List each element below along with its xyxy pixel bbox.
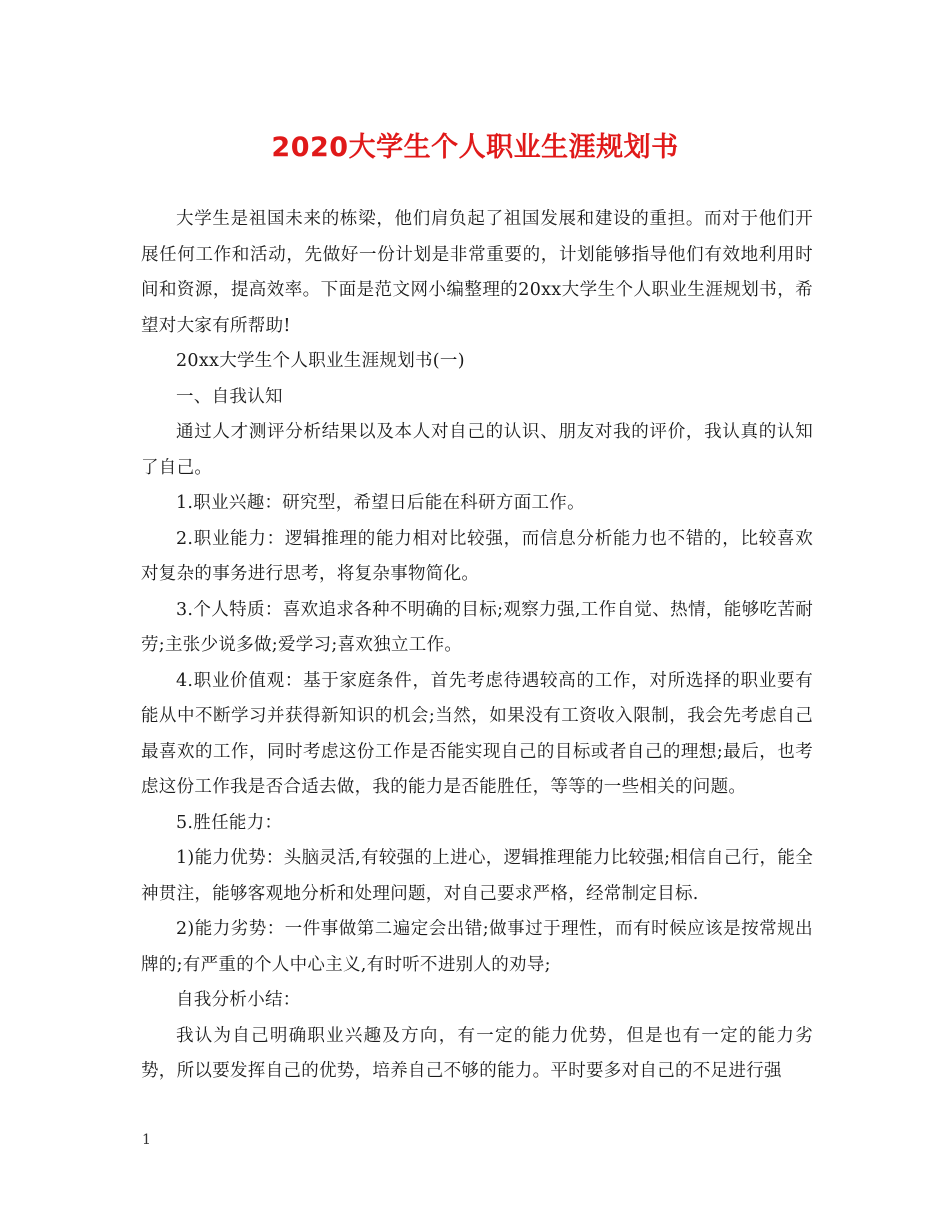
paragraph-intro: 大学生是祖国未来的栋梁，他们肩负起了祖国发展和建设的重担。而对于他们开展任何工作和活动，先做好一份计划是非常重要的，计划能够指导他们有效地利用时间和资源，提高效率。下面是范文网小编整理的20xx大学生个人职业生涯规划书，希望对大家有所帮助! [141, 209, 813, 336]
summary-heading: 自我分析小结： [176, 990, 301, 1010]
list-item: 5.胜任能力： [176, 812, 283, 833]
page-number: 1 [142, 1132, 151, 1148]
list-item: 2.职业能力：逻辑推理的能力相对比较强，而信息分析能力也不错的，比较喜欢对复杂的事务进行思考，将复杂事物简化。 [141, 528, 813, 584]
subsection-heading: 一、自我认知 [176, 386, 283, 407]
list-item: 1.职业兴趣：研究型，希望日后能在科研方面工作。 [176, 493, 585, 513]
document-title: 2020大学生个人职业生涯规划书 [271, 132, 679, 163]
list-item: 4.职业价值观：基于家庭条件，首先考虑待遇较高的工作，对所选择的职业要有能从中不断学习并获得新知识的机会;当然，如果没有工资收入限制，我会先考虑自己最喜欢的工作，同时考虑这份工作是否能实现自己的目标或者自己的理想;最后，也考虑这份工作我是否合适去做，我的能力是否能胜任，等等的一些相关的问题。 [141, 670, 813, 797]
section-heading: 20xx大学生个人职业生涯规划书(一) [176, 351, 465, 371]
document-body [141, 202, 813, 1090]
sub-list-item: 1)能力优势：头脑灵活,有较强的上进心，逻辑推理能力比较强;相信自己行，能全神贯注，能够客观地分析和处理问题，对自己要求严格，经常制定目标. [141, 848, 813, 904]
sub-list-item: 2)能力劣势：一件事做第二遍定会出错;做事过于理性，而有时候应该是按常规出牌的;有严重的个人中心主义,有时听不进别人的劝导; [141, 919, 813, 975]
paragraph: 通过人才测评分析结果以及本人对自己的认识、朋友对我的评价，我认真的认知了自己。 [141, 422, 813, 478]
paragraph: 我认为自己明确职业兴趣及方向，有一定的能力优势，但是也有一定的能力劣势，所以要发挥自己的优势，培养自己不够的能力。平时要多对自己的不足进行强 [141, 1025, 813, 1081]
list-item: 3.个人特质：喜欢追求各种不明确的目标;观察力强,工作自觉、热情，能够吃苦耐劳;主张少说多做;爱学习;喜欢独立工作。 [141, 599, 813, 655]
